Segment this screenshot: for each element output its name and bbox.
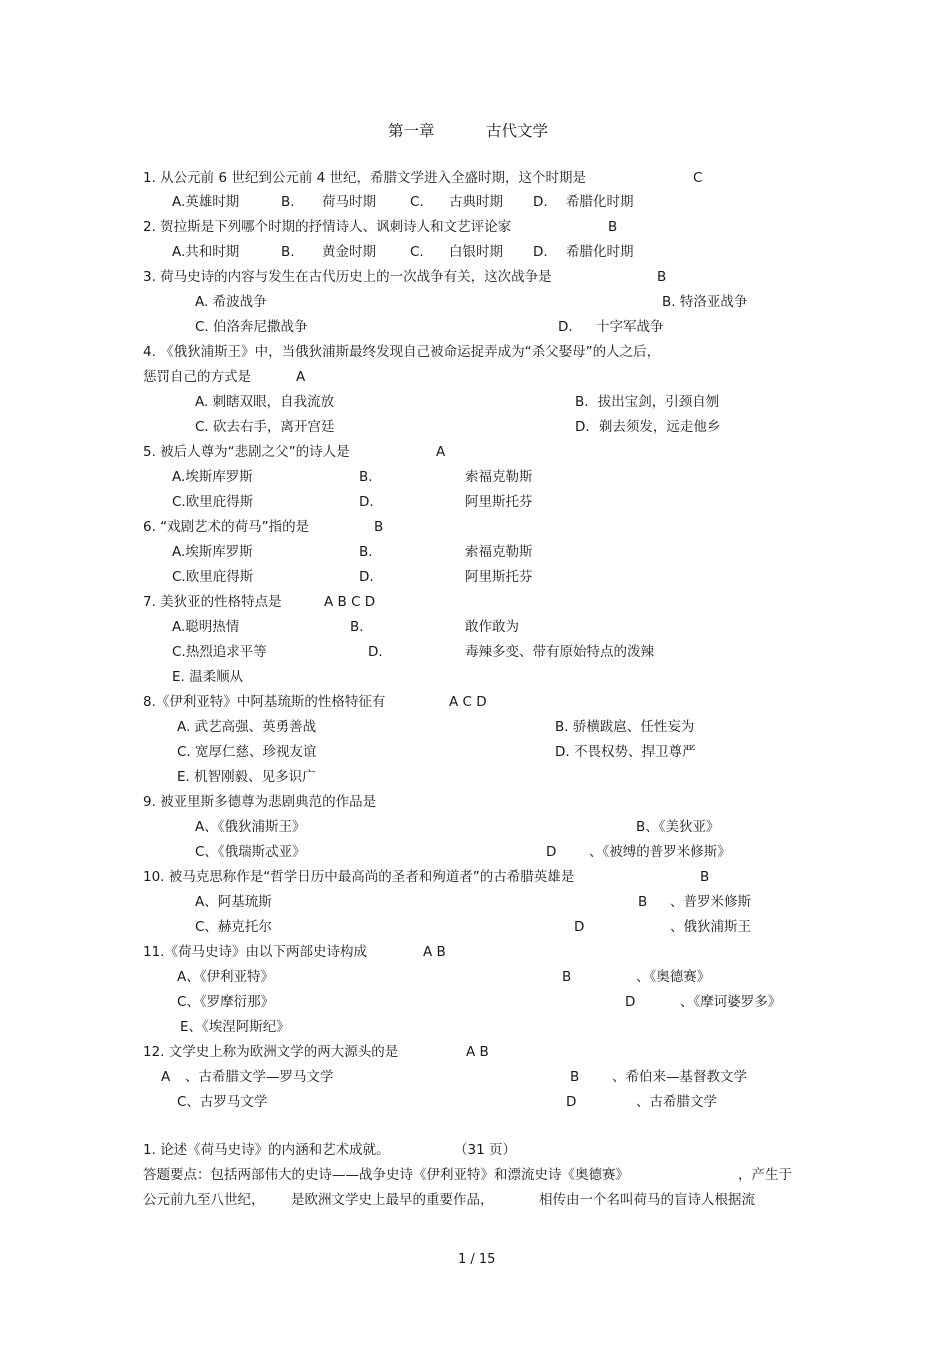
text-line-33-seg-0: C、《罗摩衍那》 (177, 994, 275, 1010)
text-line-16-seg-0: C.欧里庇得斯 (172, 569, 254, 585)
text-line-38-seg-1: （31 页） (454, 1142, 516, 1158)
text-line-19-seg-2: 毒辣多变、带有原始特点的泼辣 (465, 644, 654, 660)
text-line-39-seg-1: ，产生于 (738, 1167, 792, 1183)
text-line-4-seg-1: B (657, 269, 667, 285)
text-line-30-seg-2: 、俄狄浦斯王 (670, 919, 751, 935)
text-line-12-seg-2: 索福克勒斯 (465, 469, 533, 485)
text-line-17-seg-0: 7. 美狄亚的性格特点是 (143, 594, 282, 610)
text-line-13-seg-0: C.欧里庇得斯 (172, 494, 254, 510)
text-line-3-seg-4: 白银时期 (449, 244, 503, 260)
text-line-9-seg-0: A. 刺瞎双眼，自我流放 (195, 394, 335, 410)
text-line-12-seg-0: A.埃斯库罗斯 (172, 469, 253, 485)
text-line-39-seg-0: 答题要点：包括两部伟大的史诗——战争史诗《伊利亚特》和漂流史诗《奥德赛》 (143, 1167, 629, 1183)
text-line-25-seg-0: 9. 被亚里斯多德尊为悲剧典范的作品是 (143, 794, 377, 810)
text-line-18-seg-0: A.聪明热情 (172, 619, 240, 635)
text-line-8-seg-0: 惩罚自己的方式是 (143, 369, 251, 385)
text-line-5-seg-0: A. 希波战争 (195, 294, 267, 310)
text-line-32-seg-1: B (562, 969, 572, 985)
text-line-27-seg-1: D (546, 844, 557, 860)
text-line-28-seg-0: 10. 被马克思称作是“哲学日历中最高尚的圣者和殉道者”的古希腊英雄是 (143, 869, 575, 885)
text-line-32-seg-0: A、《伊利亚特》 (177, 969, 274, 985)
text-line-13-seg-1: D. (359, 494, 374, 510)
text-line-3-seg-2: 黄金时期 (322, 244, 376, 260)
text-line-32-seg-2: 、《奥德赛》 (636, 969, 711, 985)
text-line-11-seg-1: A (436, 444, 446, 460)
text-line-3-seg-6: 希腊化时期 (566, 244, 634, 260)
text-line-6-seg-2: 十字军战争 (596, 319, 664, 335)
text-line-29-seg-1: B (638, 894, 648, 910)
page-number: 1 / 15 (458, 1252, 496, 1267)
text-line-3-seg-5: D. (533, 244, 548, 260)
text-line-18-seg-1: B. (350, 619, 364, 635)
chapter-number: 第一章 (388, 122, 435, 140)
text-line-22-seg-0: A. 武艺高强、英勇善战 (177, 719, 317, 735)
text-line-30-seg-1: D (574, 919, 585, 935)
text-line-2-seg-1: B (608, 219, 618, 235)
text-line-15-seg-2: 索福克勒斯 (465, 544, 533, 560)
text-line-27-seg-0: C、《俄瑞斯忒亚》 (195, 844, 306, 860)
text-line-1-seg-2: 荷马时期 (322, 194, 376, 210)
text-line-21-seg-0: 8.《伊利亚特》中阿基琉斯的性格特征有 (143, 694, 386, 710)
text-line-5-seg-1: B. 特洛亚战争 (662, 294, 748, 310)
text-line-18-seg-2: 敢作敢为 (465, 619, 519, 635)
text-line-3-seg-0: A.共和时期 (172, 244, 240, 260)
text-line-8-seg-1: A (296, 369, 306, 385)
text-line-1-seg-0: A.英雄时期 (172, 194, 240, 210)
text-line-34-seg-0: E、《埃涅阿斯纪》 (180, 1019, 290, 1035)
text-line-26-seg-1: B、《美狄亚》 (636, 819, 720, 835)
text-line-9-seg-1: B．拔出宝剑，引颈自刎 (575, 394, 720, 410)
text-line-37-seg-0: C、古罗马文学 (177, 1094, 268, 1110)
text-line-15-seg-1: B. (359, 544, 373, 560)
text-line-11-seg-0: 5. 被后人尊为“悲剧之父”的诗人是 (143, 444, 350, 460)
text-line-29-seg-0: A、阿基琉斯 (195, 894, 272, 910)
text-line-4-seg-0: 3. 荷马史诗的内容与发生在古代历史上的一次战争有关，这次战争是 (143, 269, 552, 285)
text-line-37-seg-1: D (566, 1094, 577, 1110)
text-line-40-seg-1: 是欧洲文学史上最早的重要作品， (291, 1192, 494, 1208)
text-line-19-seg-1: D. (368, 644, 383, 660)
text-line-35-seg-1: A B (466, 1044, 489, 1060)
text-line-1-seg-5: D. (533, 194, 548, 210)
text-line-21-seg-1: A C D (449, 694, 487, 710)
text-line-1-seg-4: 古典时期 (449, 194, 503, 210)
text-line-17-seg-1: A B C D (324, 594, 376, 610)
text-line-3-seg-3: C. (410, 244, 424, 260)
text-line-35-seg-0: 12. 文学史上称为欧洲文学的两大源头的是 (143, 1044, 399, 1060)
text-line-19-seg-0: C.热烈追求平等 (172, 644, 267, 660)
text-line-2-seg-0: 2. 贺拉斯是下列哪个时期的抒情诗人、讽刺诗人和文艺评论家 (143, 219, 512, 235)
text-line-30-seg-0: C、赫克托尔 (195, 919, 272, 935)
text-line-36-seg-2: B (570, 1069, 580, 1085)
text-line-24-seg-0: E. 机智刚毅、见多识广 (177, 769, 316, 785)
text-line-6-seg-0: C. 伯洛奔尼撒战争 (195, 319, 308, 335)
text-line-29-seg-2: 、普罗米修斯 (670, 894, 751, 910)
text-line-36-seg-1: 、古希腊文学—罗马文学 (185, 1069, 334, 1085)
text-line-6-seg-1: D. (558, 319, 573, 335)
text-line-1-seg-3: C. (410, 194, 424, 210)
text-line-14-seg-1: B (374, 519, 384, 535)
text-line-31-seg-0: 11.《荷马史诗》由以下两部史诗构成 (143, 944, 367, 960)
text-line-27-seg-2: 、《被缚的普罗米修斯》 (589, 844, 731, 860)
text-line-10-seg-1: D．剃去须发，远走他乡 (575, 419, 721, 435)
text-line-36-seg-3: 、希伯来—基督教文学 (612, 1069, 747, 1085)
text-line-13-seg-2: 阿里斯托芬 (465, 494, 533, 510)
text-line-15-seg-0: A.埃斯库罗斯 (172, 544, 253, 560)
text-line-40-seg-0: 公元前九至八世纪， (143, 1192, 265, 1208)
text-line-37-seg-2: 、古希腊文学 (636, 1094, 717, 1110)
text-line-1-seg-1: B. (281, 194, 295, 210)
text-line-14-seg-0: 6. “戏剧艺术的荷马”指的是 (143, 519, 310, 535)
text-line-23-seg-0: C. 宽厚仁慈、珍视友谊 (177, 744, 317, 760)
text-line-0-seg-0: 1. 从公元前 6 世纪到公元前 4 世纪，希腊文学进入全盛时期，这个时期是 (143, 170, 587, 186)
text-line-3-seg-1: B. (281, 244, 295, 260)
text-line-16-seg-2: 阿里斯托芬 (465, 569, 533, 585)
text-line-16-seg-1: D. (359, 569, 374, 585)
text-line-23-seg-1: D. 不畏权势、捍卫尊严 (555, 744, 696, 760)
text-line-36-seg-0: A (161, 1069, 171, 1085)
text-line-40-seg-2: 相传由一个名叫荷马的盲诗人根据流 (539, 1192, 755, 1208)
text-line-22-seg-1: B. 骄横跋扈、任性妄为 (555, 719, 695, 735)
text-line-31-seg-1: A B (423, 944, 446, 960)
text-line-12-seg-1: B. (359, 469, 373, 485)
text-line-38-seg-0: 1. 论述《荷马史诗》的内涵和艺术成就。 (143, 1142, 390, 1158)
text-line-10-seg-0: C. 砍去右手，离开宫廷 (195, 419, 335, 435)
text-line-33-seg-1: D (625, 994, 636, 1010)
text-line-28-seg-1: B (700, 869, 710, 885)
text-line-33-seg-2: 、《摩诃婆罗多》 (680, 994, 782, 1010)
text-line-1-seg-6: 希腊化时期 (566, 194, 634, 210)
text-line-26-seg-0: A、《俄狄浦斯王》 (195, 819, 306, 835)
text-line-20-seg-0: E. 温柔顺从 (172, 669, 244, 685)
text-line-7-seg-0: 4. 《俄狄浦斯王》中，当俄狄浦斯最终发现自己被命运捉弄成为“杀父娶母”的人之后， (143, 344, 661, 360)
text-line-0-seg-1: C (693, 170, 703, 186)
chapter-name: 古代文学 (486, 122, 549, 140)
